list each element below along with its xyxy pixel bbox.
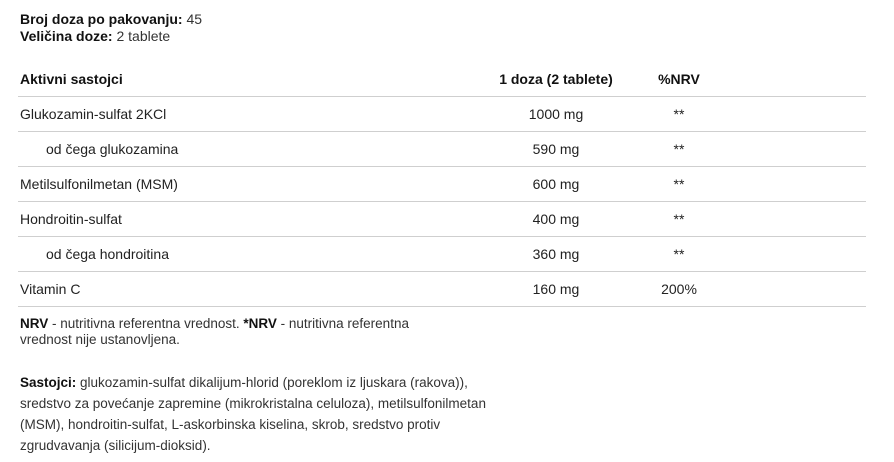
- header-spacer: [724, 61, 866, 97]
- row-spacer: [724, 132, 866, 167]
- size-label: Veličina doze:: [20, 28, 113, 44]
- table-header-row: [18, 61, 866, 97]
- star-nrv-text: - nutritivna referentna vrednost nije ustanovljena.: [20, 316, 409, 347]
- table-row: [18, 97, 866, 132]
- doses-label: Broj doza po pakovanju:: [20, 11, 183, 27]
- row-ingredient-name: od čega hondroitina: [18, 237, 478, 272]
- table-row: [18, 167, 866, 202]
- row-nrv: **: [634, 202, 724, 237]
- ingredients-label: Sastojci:: [20, 375, 77, 390]
- row-spacer: [724, 167, 866, 202]
- header-nrv: %NRV: [634, 61, 724, 97]
- ingredients-text: glukozamin-sulfat dikalijum-hlorid (poreklom iz ljuskara (rakova)), sredstvo za povećanje zapremine (mikrokristalna celuloza), metilsulfonilmetan (MSM), hondroitin-sulfat, L-askorbinska kiselina, skrob, sredstvo protiv zgrudvavanja (silicijum-dioksid).: [20, 375, 486, 453]
- doses-value: 45: [182, 11, 203, 27]
- row-ingredient-name: Vitamin C: [18, 272, 478, 307]
- dose-size: [20, 28, 202, 45]
- table-row: [18, 202, 866, 237]
- ingredients-list: [20, 372, 490, 456]
- row-nrv: **: [634, 237, 724, 272]
- table-row: [18, 272, 866, 307]
- nrv-label: NRV: [20, 316, 49, 331]
- row-ingredient-name: od čega glukozamina: [18, 132, 478, 167]
- row-spacer: [724, 97, 866, 132]
- nrv-note: [20, 316, 420, 348]
- row-nrv: **: [634, 167, 724, 202]
- row-dose: 1000 mg: [478, 97, 634, 132]
- row-nrv: **: [634, 97, 724, 132]
- row-dose: 600 mg: [478, 167, 634, 202]
- nrv-text: - nutritivna referentna vrednost.: [48, 316, 244, 331]
- star-nrv-label: *NRV: [243, 316, 277, 331]
- row-spacer: [724, 202, 866, 237]
- row-spacer: [724, 272, 866, 307]
- size-value: 2 tablete: [112, 28, 171, 44]
- row-dose: 360 mg: [478, 237, 634, 272]
- row-ingredient-name: Metilsulfonilmetan (MSM): [18, 167, 478, 202]
- header-dose: 1 doza (2 tablete): [478, 61, 634, 97]
- package-meta: [20, 11, 202, 45]
- row-ingredient-name: Glukozamin-sulfat 2KCl: [18, 97, 478, 132]
- row-ingredient-name: Hondroitin-sulfat: [18, 202, 478, 237]
- row-spacer: [724, 237, 866, 272]
- row-dose: 590 mg: [478, 132, 634, 167]
- header-active-ingredients: Aktivni sastojci: [18, 61, 478, 97]
- row-nrv: 200%: [634, 272, 724, 307]
- row-dose: 160 mg: [478, 272, 634, 307]
- row-dose: 400 mg: [478, 202, 634, 237]
- doses-per-package: [20, 11, 202, 28]
- table-row: [18, 132, 866, 167]
- table-row: [18, 237, 866, 272]
- row-nrv: **: [634, 132, 724, 167]
- ingredients-table: [18, 61, 866, 307]
